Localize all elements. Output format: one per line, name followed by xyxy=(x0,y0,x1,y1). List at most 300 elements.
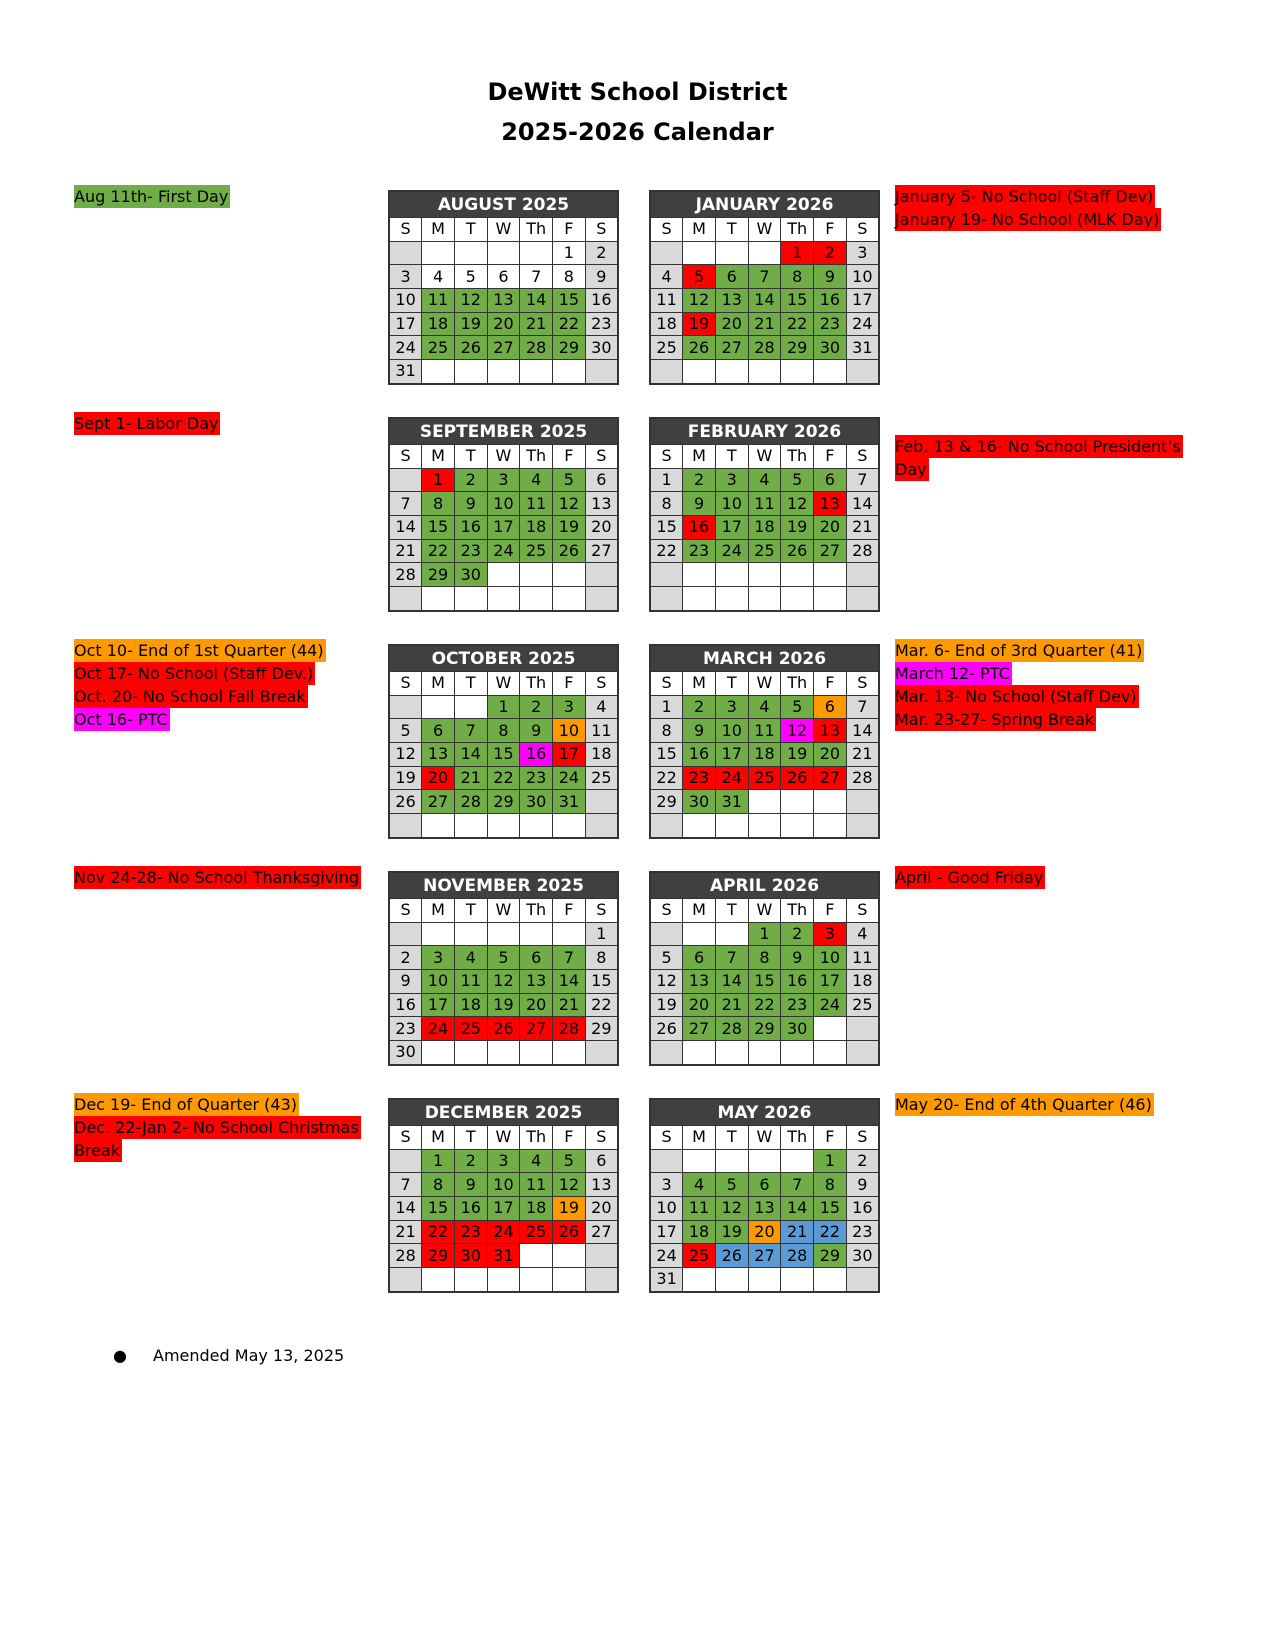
month-title: JANUARY 2026 xyxy=(650,191,879,218)
day-cell: 15 xyxy=(748,970,781,994)
day-cell: 21 xyxy=(715,993,748,1017)
weekday-header: S xyxy=(650,899,683,923)
week-row xyxy=(389,970,618,994)
day-cell xyxy=(487,587,520,611)
day-cell xyxy=(814,814,847,838)
weekday-header: M xyxy=(422,899,455,923)
day-cell: 18 xyxy=(683,1220,716,1244)
day-cell xyxy=(715,814,748,838)
week-row xyxy=(650,1041,879,1065)
day-cell: 18 xyxy=(846,970,879,994)
day-cell xyxy=(389,1268,422,1292)
day-cell xyxy=(585,563,618,587)
day-cell: 7 xyxy=(846,468,879,492)
day-cell: 1 xyxy=(650,695,683,719)
day-cell xyxy=(715,587,748,611)
week-row xyxy=(650,360,879,384)
week-row xyxy=(389,312,618,336)
day-cell: 21 xyxy=(846,743,879,767)
weekday-header: Th xyxy=(520,672,553,696)
day-cell xyxy=(454,814,487,838)
week-row xyxy=(650,1017,879,1041)
day-cell: 23 xyxy=(781,993,814,1017)
day-cell: 11 xyxy=(422,289,455,313)
weekday-header: F xyxy=(814,1126,847,1150)
legend-note: January 5- No School (Staff Dev) xyxy=(895,187,1154,206)
day-cell: 30 xyxy=(585,336,618,360)
month-title: OCTOBER 2025 xyxy=(389,645,618,672)
day-cell: 25 xyxy=(748,766,781,790)
day-cell: 16 xyxy=(454,1197,487,1221)
weekday-header: S xyxy=(585,899,618,923)
week-row xyxy=(389,993,618,1017)
page-subtitle: 2025-2026 Calendar xyxy=(501,118,774,146)
day-cell: 12 xyxy=(781,719,814,743)
weekday-header: T xyxy=(715,899,748,923)
day-cell xyxy=(585,1244,618,1268)
weekday-header: T xyxy=(454,899,487,923)
day-cell xyxy=(715,1041,748,1065)
day-cell: 22 xyxy=(487,766,520,790)
day-cell xyxy=(846,1041,879,1065)
weekday-header: T xyxy=(715,445,748,469)
weekday-header: S xyxy=(650,445,683,469)
week-row xyxy=(650,766,879,790)
day-cell xyxy=(454,587,487,611)
day-cell xyxy=(814,1017,847,1041)
day-cell: 9 xyxy=(814,265,847,289)
day-cell: 6 xyxy=(715,265,748,289)
day-cell xyxy=(846,360,879,384)
day-cell xyxy=(683,1149,716,1173)
weekday-header: F xyxy=(553,445,586,469)
day-cell: 21 xyxy=(781,1220,814,1244)
day-cell: 4 xyxy=(422,265,455,289)
day-cell: 16 xyxy=(454,516,487,540)
day-cell: 25 xyxy=(520,1220,553,1244)
weekday-header: Th xyxy=(520,218,553,242)
weekday-header: W xyxy=(748,1126,781,1150)
week-row xyxy=(389,1173,618,1197)
day-cell xyxy=(683,587,716,611)
weekday-header: S xyxy=(585,445,618,469)
day-cell: 11 xyxy=(520,1173,553,1197)
day-cell: 7 xyxy=(715,946,748,970)
legend-note: Day xyxy=(895,460,927,479)
week-row xyxy=(650,241,879,265)
weekday-header: S xyxy=(389,445,422,469)
legend-note: Oct 16- PTC xyxy=(74,710,168,729)
day-cell: 18 xyxy=(422,312,455,336)
day-cell: 26 xyxy=(487,1017,520,1041)
day-cell: 23 xyxy=(454,1220,487,1244)
day-cell: 15 xyxy=(422,1197,455,1221)
day-cell xyxy=(553,814,586,838)
day-cell: 10 xyxy=(487,1173,520,1197)
day-cell: 29 xyxy=(585,1017,618,1041)
day-cell: 28 xyxy=(454,790,487,814)
day-cell: 28 xyxy=(846,766,879,790)
day-cell: 19 xyxy=(553,516,586,540)
day-cell: 9 xyxy=(454,1173,487,1197)
bullet-icon: ● xyxy=(113,1346,127,1365)
weekday-header: W xyxy=(748,445,781,469)
day-cell: 17 xyxy=(715,743,748,767)
day-cell xyxy=(487,1268,520,1292)
day-cell xyxy=(846,1017,879,1041)
day-cell: 3 xyxy=(487,1149,520,1173)
week-row xyxy=(389,1017,618,1041)
weekday-header: S xyxy=(585,1126,618,1150)
weekday-header: M xyxy=(683,672,716,696)
day-cell xyxy=(748,360,781,384)
day-cell: 24 xyxy=(846,312,879,336)
day-cell: 28 xyxy=(389,563,422,587)
day-cell: 10 xyxy=(846,265,879,289)
day-cell: 11 xyxy=(650,289,683,313)
day-cell xyxy=(389,468,422,492)
week-row xyxy=(389,587,618,611)
weekday-header: Th xyxy=(520,1126,553,1150)
day-cell: 19 xyxy=(389,766,422,790)
week-row xyxy=(650,516,879,540)
legend-note: Dec 19- End of Quarter (43) xyxy=(74,1095,298,1114)
day-cell xyxy=(781,587,814,611)
weekday-header: T xyxy=(454,1126,487,1150)
day-cell xyxy=(422,814,455,838)
day-cell: 8 xyxy=(748,946,781,970)
day-cell xyxy=(553,587,586,611)
day-cell xyxy=(781,360,814,384)
legend-note: Aug 11th- First Day xyxy=(74,187,229,206)
day-cell: 3 xyxy=(846,241,879,265)
day-cell: 6 xyxy=(422,719,455,743)
day-cell: 25 xyxy=(650,336,683,360)
week-row xyxy=(650,336,879,360)
week-row xyxy=(389,516,618,540)
day-cell xyxy=(650,360,683,384)
week-row xyxy=(389,492,618,516)
day-cell: 28 xyxy=(781,1244,814,1268)
day-cell: 24 xyxy=(715,539,748,563)
day-cell xyxy=(454,695,487,719)
day-cell xyxy=(650,1041,683,1065)
weekday-header: S xyxy=(846,899,879,923)
week-row xyxy=(389,814,618,838)
day-cell xyxy=(748,814,781,838)
day-cell: 1 xyxy=(748,922,781,946)
day-cell xyxy=(781,563,814,587)
week-row xyxy=(389,336,618,360)
day-cell xyxy=(520,1268,553,1292)
day-cell: 27 xyxy=(520,1017,553,1041)
day-cell xyxy=(454,922,487,946)
weekday-header: T xyxy=(454,445,487,469)
legend-note: May 20- End of 4th Quarter (46) xyxy=(895,1095,1152,1114)
day-cell xyxy=(715,1268,748,1292)
week-row xyxy=(650,743,879,767)
day-cell xyxy=(422,1041,455,1065)
day-cell: 2 xyxy=(585,241,618,265)
footer-text: Amended May 13, 2025 xyxy=(153,1346,345,1365)
day-cell: 14 xyxy=(715,970,748,994)
weekday-header: Th xyxy=(781,672,814,696)
day-cell: 17 xyxy=(422,993,455,1017)
weekday-header: F xyxy=(814,672,847,696)
day-cell: 11 xyxy=(683,1197,716,1221)
day-cell: 7 xyxy=(520,265,553,289)
day-cell: 5 xyxy=(553,1149,586,1173)
day-cell xyxy=(389,587,422,611)
day-cell: 1 xyxy=(650,468,683,492)
weekday-header: F xyxy=(553,672,586,696)
day-cell: 31 xyxy=(487,1244,520,1268)
weekday-header: S xyxy=(846,218,879,242)
day-cell xyxy=(454,1041,487,1065)
day-cell: 19 xyxy=(683,312,716,336)
day-cell: 11 xyxy=(520,492,553,516)
day-cell: 10 xyxy=(650,1197,683,1221)
day-cell xyxy=(748,587,781,611)
day-cell: 13 xyxy=(748,1197,781,1221)
week-row xyxy=(389,468,618,492)
day-cell: 23 xyxy=(846,1220,879,1244)
day-cell xyxy=(683,814,716,838)
week-row xyxy=(650,587,879,611)
day-cell xyxy=(781,1041,814,1065)
day-cell: 28 xyxy=(715,1017,748,1041)
day-cell xyxy=(520,922,553,946)
weekday-header: Th xyxy=(781,1126,814,1150)
day-cell: 27 xyxy=(814,539,847,563)
day-cell: 24 xyxy=(553,766,586,790)
day-cell xyxy=(748,241,781,265)
day-cell: 25 xyxy=(585,766,618,790)
day-cell: 20 xyxy=(814,743,847,767)
day-cell: 7 xyxy=(846,695,879,719)
weekday-header: M xyxy=(683,899,716,923)
day-cell: 21 xyxy=(520,312,553,336)
day-cell: 21 xyxy=(389,1220,422,1244)
day-cell: 17 xyxy=(553,743,586,767)
day-cell: 4 xyxy=(520,1149,553,1173)
day-cell: 13 xyxy=(585,1173,618,1197)
weekday-header: S xyxy=(389,218,422,242)
month-title: NOVEMBER 2025 xyxy=(389,872,618,899)
notes-left-5 xyxy=(74,1093,361,1162)
calendar-september-2025 xyxy=(388,417,619,612)
day-cell xyxy=(553,922,586,946)
day-cell: 27 xyxy=(585,539,618,563)
day-cell xyxy=(585,1268,618,1292)
day-cell: 27 xyxy=(715,336,748,360)
weekday-header: M xyxy=(683,445,716,469)
notes-right-5 xyxy=(895,1093,1154,1116)
week-row xyxy=(389,360,618,384)
day-cell: 12 xyxy=(683,289,716,313)
day-cell: 12 xyxy=(487,970,520,994)
day-cell: 4 xyxy=(748,468,781,492)
week-row xyxy=(650,719,879,743)
day-cell: 4 xyxy=(683,1173,716,1197)
day-cell xyxy=(520,241,553,265)
day-cell xyxy=(520,1041,553,1065)
notes-right-4 xyxy=(895,866,1045,889)
day-cell: 20 xyxy=(422,766,455,790)
day-cell: 9 xyxy=(389,970,422,994)
day-cell: 6 xyxy=(814,695,847,719)
day-cell: 9 xyxy=(454,492,487,516)
day-cell: 19 xyxy=(715,1220,748,1244)
day-cell: 9 xyxy=(846,1173,879,1197)
day-cell xyxy=(715,563,748,587)
day-cell: 27 xyxy=(683,1017,716,1041)
week-row xyxy=(389,1149,618,1173)
calendar-november-2025 xyxy=(388,871,619,1066)
month-title: MAY 2026 xyxy=(650,1099,879,1126)
day-cell: 11 xyxy=(454,970,487,994)
day-cell xyxy=(553,1041,586,1065)
legend-note: Dec. 22-Jan 2- No School Christmas xyxy=(74,1118,359,1137)
day-cell: 31 xyxy=(389,360,422,384)
legend-note: March 12- PTC xyxy=(895,664,1010,683)
day-cell xyxy=(748,1149,781,1173)
week-row xyxy=(650,265,879,289)
day-cell: 21 xyxy=(389,539,422,563)
day-cell: 19 xyxy=(650,993,683,1017)
day-cell: 5 xyxy=(715,1173,748,1197)
weekday-header: Th xyxy=(520,445,553,469)
day-cell: 12 xyxy=(389,743,422,767)
month-title: AUGUST 2025 xyxy=(389,191,618,218)
day-cell: 17 xyxy=(846,289,879,313)
day-cell: 7 xyxy=(454,719,487,743)
day-cell: 17 xyxy=(487,516,520,540)
day-cell: 3 xyxy=(389,265,422,289)
day-cell: 10 xyxy=(715,719,748,743)
day-cell: 31 xyxy=(650,1268,683,1292)
day-cell: 22 xyxy=(650,766,683,790)
weekday-header: S xyxy=(650,1126,683,1150)
day-cell: 20 xyxy=(748,1220,781,1244)
weekday-header: F xyxy=(814,218,847,242)
day-cell: 14 xyxy=(553,970,586,994)
day-cell: 25 xyxy=(748,539,781,563)
day-cell xyxy=(487,360,520,384)
day-cell xyxy=(454,241,487,265)
day-cell: 15 xyxy=(781,289,814,313)
day-cell: 30 xyxy=(683,790,716,814)
day-cell: 30 xyxy=(389,1041,422,1065)
day-cell: 10 xyxy=(814,946,847,970)
day-cell xyxy=(422,922,455,946)
day-cell: 29 xyxy=(487,790,520,814)
day-cell xyxy=(683,241,716,265)
day-cell: 13 xyxy=(814,719,847,743)
day-cell: 26 xyxy=(781,539,814,563)
week-row xyxy=(650,695,879,719)
day-cell xyxy=(585,587,618,611)
day-cell: 6 xyxy=(520,946,553,970)
day-cell: 6 xyxy=(683,946,716,970)
day-cell: 10 xyxy=(715,492,748,516)
day-cell: 31 xyxy=(553,790,586,814)
week-row xyxy=(389,241,618,265)
day-cell: 28 xyxy=(846,539,879,563)
day-cell: 26 xyxy=(553,539,586,563)
day-cell: 8 xyxy=(585,946,618,970)
day-cell: 17 xyxy=(389,312,422,336)
day-cell: 2 xyxy=(454,468,487,492)
day-cell: 11 xyxy=(748,719,781,743)
day-cell: 14 xyxy=(389,516,422,540)
day-cell: 1 xyxy=(585,922,618,946)
weekday-header: M xyxy=(422,1126,455,1150)
day-cell: 31 xyxy=(715,790,748,814)
day-cell: 25 xyxy=(683,1244,716,1268)
day-cell: 21 xyxy=(553,993,586,1017)
weekday-header: W xyxy=(487,218,520,242)
footer-note xyxy=(113,1346,344,1365)
day-cell: 15 xyxy=(650,516,683,540)
day-cell: 14 xyxy=(520,289,553,313)
day-cell: 16 xyxy=(683,516,716,540)
day-cell: 22 xyxy=(422,1220,455,1244)
day-cell: 25 xyxy=(422,336,455,360)
day-cell: 20 xyxy=(585,1197,618,1221)
weekday-header: T xyxy=(715,672,748,696)
day-cell: 9 xyxy=(781,946,814,970)
day-cell xyxy=(650,563,683,587)
weekday-header: T xyxy=(454,218,487,242)
day-cell: 22 xyxy=(422,539,455,563)
day-cell: 19 xyxy=(454,312,487,336)
legend-note: Oct 17- No School (Staff Dev.) xyxy=(74,664,314,683)
day-cell: 5 xyxy=(487,946,520,970)
day-cell: 28 xyxy=(748,336,781,360)
weekday-header: W xyxy=(748,218,781,242)
day-cell: 5 xyxy=(454,265,487,289)
month-title: MARCH 2026 xyxy=(650,645,879,672)
day-cell: 22 xyxy=(814,1220,847,1244)
day-cell xyxy=(422,241,455,265)
day-cell xyxy=(553,360,586,384)
day-cell xyxy=(553,563,586,587)
day-cell: 24 xyxy=(422,1017,455,1041)
notes-left-2 xyxy=(74,412,220,435)
week-row xyxy=(389,766,618,790)
week-row xyxy=(650,946,879,970)
day-cell: 13 xyxy=(683,970,716,994)
week-row xyxy=(389,563,618,587)
day-cell: 23 xyxy=(389,1017,422,1041)
day-cell: 9 xyxy=(585,265,618,289)
day-cell xyxy=(683,360,716,384)
day-cell xyxy=(781,1268,814,1292)
week-row xyxy=(650,1173,879,1197)
legend-note: Break xyxy=(74,1141,121,1160)
day-cell: 4 xyxy=(454,946,487,970)
week-row xyxy=(389,265,618,289)
day-cell: 3 xyxy=(814,922,847,946)
day-cell: 24 xyxy=(487,539,520,563)
day-cell xyxy=(748,563,781,587)
notes-right-3 xyxy=(895,639,1144,731)
week-row xyxy=(650,922,879,946)
weekday-header: T xyxy=(454,672,487,696)
day-cell: 11 xyxy=(846,946,879,970)
day-cell: 23 xyxy=(454,539,487,563)
